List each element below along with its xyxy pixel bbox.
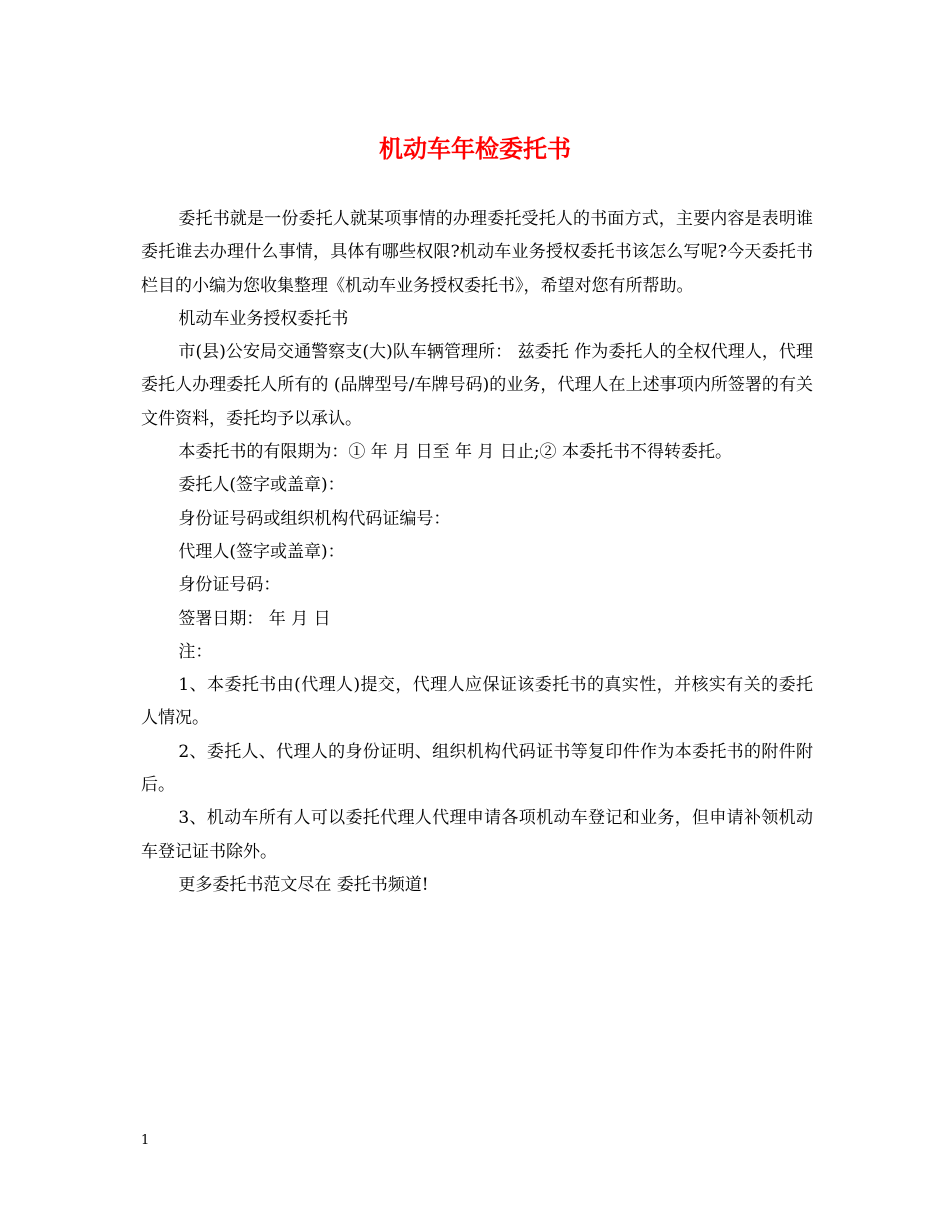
page-number: 1 bbox=[141, 1133, 150, 1148]
authorization-paragraph: 市(县)公安局交通警察支(大)队车辆管理所： 兹委托 作为委托人的全权代理人，代理委托人办理委托人所有的 (品牌型号/车牌号码)的业务，代理人在上述事项内所签署的有关文件资料，委托均予以承认。 bbox=[141, 342, 813, 429]
document-body bbox=[141, 203, 813, 902]
intro-paragraph: 委托书就是一份委托人就某项事情的办理委托受托人的书面方式，主要内容是表明谁委托谁去办理什么事情，具体有哪些权限?机动车业务授权委托书该怎么写呢?今天委托书栏目的小编为您收集整理《机动车业务授权委托书》，希望对您有所帮助。 bbox=[141, 209, 813, 296]
document-title: 机动车年检委托书 bbox=[379, 134, 571, 163]
validity-period-line: 本委托书的有限期为：① 年 月 日至 年 月 日止;② 本委托书不得转委托。 bbox=[178, 442, 732, 463]
section-heading: 机动车业务授权委托书 bbox=[178, 308, 349, 329]
note-item-3: 3、机动车所有人可以委托代理人代理申请各项机动车登记和业务，但申请补领机动车登记证书除外。 bbox=[141, 808, 813, 862]
notes-heading: 注： bbox=[178, 641, 213, 662]
signing-date-line: 签署日期： 年 月 日 bbox=[178, 608, 331, 629]
note-item-2: 2、委托人、代理人的身份证明、组织机构代码证书等复印件作为本委托书的附件附后。 bbox=[141, 741, 813, 796]
agent-id-line: 身份证号码： bbox=[178, 575, 281, 596]
more-templates-line: 更多委托书范文尽在 委托书频道! bbox=[178, 874, 429, 895]
note-item-1: 1、本委托书由(代理人)提交，代理人应保证该委托书的真实性，并核实有关的委托人情况。 bbox=[141, 675, 813, 729]
agent-signature-line: 代理人(签字或盖章)： bbox=[178, 541, 345, 562]
principal-id-line: 身份证号码或组织机构代码证编号： bbox=[178, 508, 451, 529]
principal-signature-line: 委托人(签字或盖章)： bbox=[178, 475, 345, 496]
